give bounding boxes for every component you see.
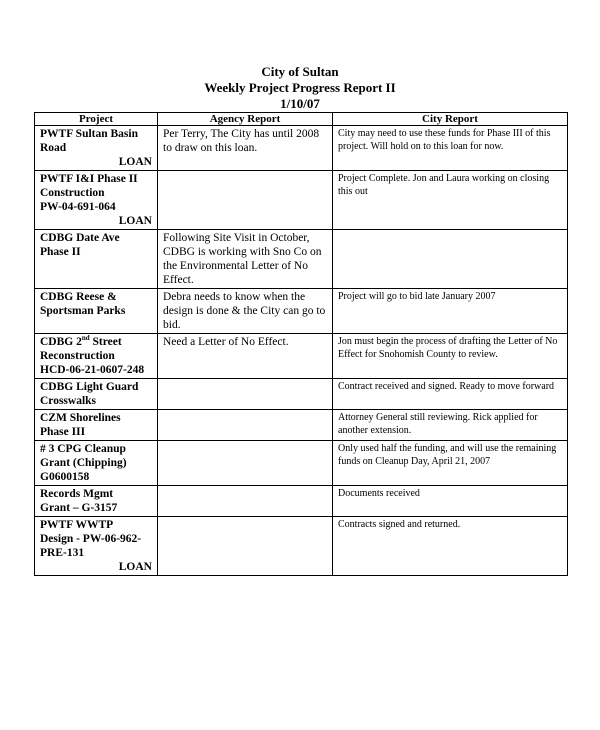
project-cell — [35, 334, 158, 379]
project-cell — [35, 410, 158, 441]
project-cell — [35, 289, 158, 334]
city-report-cell: Contracts signed and returned. — [333, 517, 568, 576]
project-name: PWTF Sultan Basin Road — [40, 128, 138, 154]
project-name-suffix: Street Reconstruction HCD-06-21-0607-248 — [40, 336, 145, 376]
agency-report-cell — [158, 171, 333, 230]
city-report-cell: Attorney General still reviewing. Rick applied for another extension. — [333, 410, 568, 441]
table-row — [35, 126, 568, 171]
loan-tag: LOAN — [118, 215, 152, 227]
table-row — [35, 486, 568, 517]
report-subtitle: Weekly Project Progress Report II — [204, 80, 396, 95]
project-cell — [35, 126, 158, 171]
project-cell — [35, 486, 158, 517]
agency-report-cell: Following Site Visit in October, CDBG is working with Sno Co on the Environmental Letter of No Effect. — [158, 230, 333, 289]
table-row — [35, 517, 568, 576]
city-report-cell: Contract received and signed. Ready to move forward — [333, 379, 568, 410]
project-name — [40, 335, 152, 377]
agency-report-cell — [158, 379, 333, 410]
column-header-agency-report: Agency Report — [158, 113, 333, 126]
project-name: # 3 CPG Cleanup Grant (Chipping) G0600158 — [40, 443, 127, 483]
project-cell — [35, 171, 158, 230]
report-date: 1/10/07 — [280, 96, 320, 111]
table-header-row — [35, 113, 568, 126]
project-cell — [35, 379, 158, 410]
project-cell — [35, 517, 158, 576]
table-row — [35, 289, 568, 334]
agency-report-cell — [158, 441, 333, 486]
project-name: Records Mgmt Grant – G-3157 — [40, 488, 118, 514]
city-report-cell: Jon must begin the process of drafting the Letter of No Effect for Snohomish County to review. — [333, 334, 568, 379]
city-report-cell: Project Complete. Jon and Laura working on closing this out — [333, 171, 568, 230]
project-name: PWTF I&I Phase II Construction PW-04-691-064 — [40, 173, 138, 213]
project-cell — [35, 441, 158, 486]
agency-report-cell — [158, 410, 333, 441]
project-cell — [35, 230, 158, 289]
city-report-cell: Documents received — [333, 486, 568, 517]
project-name: CDBG Reese & Sportsman Parks — [40, 291, 126, 317]
agency-report-cell: Per Terry, The City has until 2008 to draw on this loan. — [158, 126, 333, 171]
loan-tag: LOAN — [118, 561, 152, 573]
agency-report-cell — [158, 517, 333, 576]
project-name-superscript: nd — [81, 334, 90, 343]
progress-table — [34, 112, 568, 576]
project-name-prefix: CDBG 2 — [40, 336, 82, 348]
project-name: CDBG Light Guard Crosswalks — [40, 381, 139, 407]
agency-report-cell — [158, 486, 333, 517]
table-row — [35, 171, 568, 230]
city-report-cell: Only used half the funding, and will use the remaining funds on Cleanup Day, April 21, 2007 — [333, 441, 568, 486]
loan-tag: LOAN — [118, 156, 152, 168]
table-row — [35, 410, 568, 441]
agency-report-cell: Need a Letter of No Effect. — [158, 334, 333, 379]
table-row — [35, 230, 568, 289]
city-report-cell — [333, 230, 568, 289]
table-row — [35, 334, 568, 379]
table-row — [35, 441, 568, 486]
column-header-project: Project — [35, 113, 158, 126]
column-header-city-report: City Report — [333, 113, 568, 126]
report-header — [0, 64, 600, 112]
city-report-cell: City may need to use these funds for Phase III of this project. Will hold on to this loan for now. — [333, 126, 568, 171]
city-report-cell: Project will go to bid late January 2007 — [333, 289, 568, 334]
project-name: CDBG Date Ave Phase II — [40, 232, 120, 258]
table-row — [35, 379, 568, 410]
report-title: City of Sultan — [261, 64, 339, 79]
agency-report-cell: Debra needs to know when the design is done & the City can go to bid. — [158, 289, 333, 334]
project-name: PWTF WWTP Design - PW-06-962- PRE-131 — [40, 519, 142, 559]
project-name: CZM Shorelines Phase III — [40, 412, 121, 438]
